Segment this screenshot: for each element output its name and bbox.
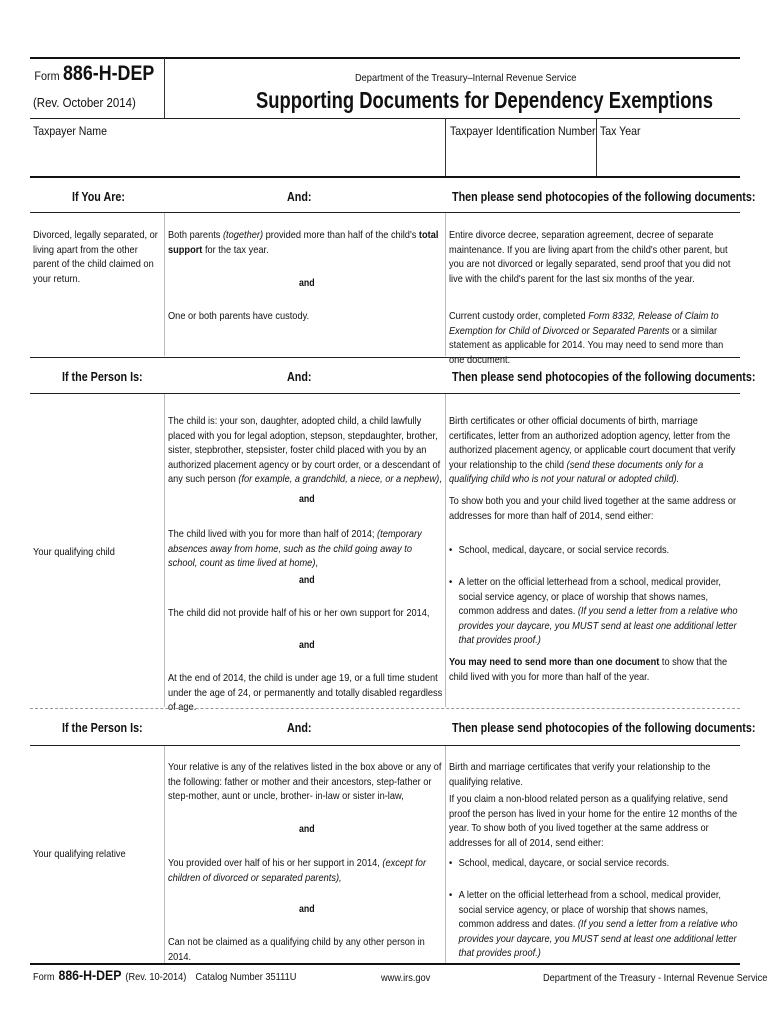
- section2-col-divider-2: [445, 394, 446, 707]
- section3-col3-para1: Birth and marriage certificates that verify your relationship to the qualifying relative.: [449, 761, 711, 788]
- section1-col1-text: Divorced, legally separated, or living apart from the other parent of the child claimed on your return.: [33, 229, 158, 285]
- section3-bullet-2: • A letter on the official letterhead from a school, medical provider, social service agency, or place of worship that shows names, common address and dates. (If you send a letter from a relative who provides your daycare, you MUST send at least one additional letter that provides proof.): [449, 889, 738, 959]
- section2-head-rule: [30, 393, 740, 394]
- section1-col-divider-2: [445, 213, 446, 356]
- section3-col3-para2: If you claim a non-blood related person as a qualifying relative, send proof the person has lived in your home for the entire 12 months of the year. To show both of you lived together at the same address or addresses for all of 2014, send either:: [449, 793, 738, 849]
- footer-form-prefix: Form: [33, 971, 55, 983]
- section1-col2-para1: Both parents (together) provided more than half of the child's total support for the tax year.: [168, 229, 439, 256]
- section2-bullet-2: • A letter on the official letterhead from a school, medical provider, social service agency, or place of worship that shows names, common address and dates. (If you send a letter from a relative who provides your daycare, you MUST send at least one additional letter that provides proof.): [449, 576, 738, 646]
- section1-col2-heading: And:: [287, 190, 312, 204]
- taxpayer-name-label: Taxpayer Name: [33, 124, 107, 138]
- section2-col3-para1: Birth certificates or other official documents of birth, marriage certificates, letter from an authorized adoption agency, letter from the authorized placement agency, or applicable court document that verify your relationship to the child (send these documents only for a qualifying child who is not your natural or adopted child).: [449, 415, 736, 485]
- section3-col2-heading: And:: [287, 721, 312, 735]
- section3-top-rule: [30, 708, 740, 709]
- section2-col2-heading: And:: [287, 370, 312, 384]
- section1-col2-para2: One or both parents have custody.: [168, 310, 310, 322]
- footer-form-id: [33, 967, 296, 985]
- section2-col2-para4: At the end of 2014, the child is under age 19, or a full time student under the age of 24, or permanently and totally disabled regardless of age.: [168, 672, 443, 713]
- form-number: 886-H-DEP: [63, 62, 155, 85]
- department-name: Department of the Treasury–Internal Revenue Service: [355, 72, 577, 84]
- section2-and-1: and: [299, 494, 315, 505]
- section2-and-2: and: [299, 575, 315, 586]
- section1-head-rule: [30, 212, 740, 213]
- section3-col1-text: Your qualifying relative: [33, 848, 126, 860]
- section1-top-rule: [30, 176, 740, 178]
- top-rule: [30, 57, 740, 59]
- form-id: [33, 62, 171, 86]
- section1-and: and: [299, 278, 315, 289]
- section3-and-1: and: [299, 824, 315, 835]
- section3-col-divider-2: [445, 746, 446, 963]
- taxyear-divider: [596, 118, 597, 176]
- section3-col1-heading: If the Person Is:: [62, 721, 143, 735]
- section2-top-rule: [30, 357, 740, 358]
- section2-col1-text: Your qualifying child: [33, 546, 115, 558]
- section2-col1-heading: If the Person Is:: [62, 370, 143, 384]
- section3-col2-para3: Can not be claimed as a qualifying child by any other person in 2014.: [168, 936, 425, 963]
- footer-rule: [30, 963, 740, 965]
- section2-and-3: and: [299, 640, 315, 651]
- footer-department: Department of the Treasury - Internal Revenue Service: [543, 972, 768, 984]
- section2-col2-para1: The child is: your son, daughter, adopted child, a child lawfully placed with you for legal adoption, stepson, stepdaughter, brother, sister, stepbrother, stepsister, foster child placed with you by an authorized placement agency or by court order, or a descendant of any such person (for example, a grandchild, a niece, or a nephew),: [168, 415, 442, 485]
- tax-year-label: Tax Year: [600, 124, 641, 138]
- section1-col3-para1: Entire divorce decree, separation agreement, decree of separate maintenance. If you are living apart from the child's other parent, but you are not divorced or legally separated, send proof that you did not live with the child's parent for the last six months of the year.: [449, 229, 731, 285]
- footer-revision: (Rev. 10-2014): [125, 971, 187, 983]
- section3-head-rule: [30, 745, 740, 746]
- form-prefix: Form: [34, 69, 60, 83]
- header-divider: [164, 58, 165, 118]
- section3-bullet-1: • School, medical, daycare, or social service records.: [449, 857, 670, 869]
- section3-col2-para1: Your relative is any of the relatives listed in the box above or any of the following: father or mother and their ancestors, step-father or step-mother, aunt or uncle, brother- in-law or sister in-law,: [168, 761, 442, 802]
- section1-col3-heading: Then please send photocopies of the following documents:: [452, 190, 756, 204]
- section3-col3-heading: Then please send photocopies of the following documents:: [452, 721, 756, 735]
- section2-col3-heading: Then please send photocopies of the following documents:: [452, 370, 756, 384]
- section1-col1-heading: If You Are:: [72, 190, 125, 204]
- section2-col2-para3: The child did not provide half of his or her own support for 2014,: [168, 607, 430, 619]
- form-revision: (Rev. October 2014): [33, 95, 136, 110]
- section2-col3-para3: You may need to send more than one document to show that the child lived with you for more than half of the year.: [449, 656, 728, 683]
- section2-col3-para2: To show both you and your child lived together at the same address or addresses for more than half of 2014, send either:: [449, 495, 737, 522]
- section3-and-2: and: [299, 904, 315, 915]
- header-rule: [30, 118, 740, 119]
- tin-label: Taxpayer Identification Number: [450, 124, 596, 138]
- footer-catalog: Catalog Number 35111U: [195, 971, 297, 983]
- section1-col3-para2: Current custody order, completed Form 8332, Release of Claim to Exemption for Child of Divorced or Separated Parents or a similar statement as applicable for 2014. You may need to send more than one document.: [449, 310, 724, 366]
- section2-col2-para2: The child lived with you for more than half of 2014; (temporary absences away from home, such as the child going away to school, count as time lived at home),: [168, 528, 422, 569]
- tin-divider: [445, 118, 446, 176]
- section2-bullet-1: • School, medical, daycare, or social service records.: [449, 544, 670, 556]
- section3-col2-para2: You provided over half of his or her support in 2014, (except for children of divorced or separated parents),: [168, 857, 427, 884]
- form-title: Supporting Documents for Dependency Exemptions: [256, 87, 713, 113]
- footer-form-number: 886-H-DEP: [58, 967, 122, 983]
- footer-website: www.irs.gov: [381, 972, 431, 984]
